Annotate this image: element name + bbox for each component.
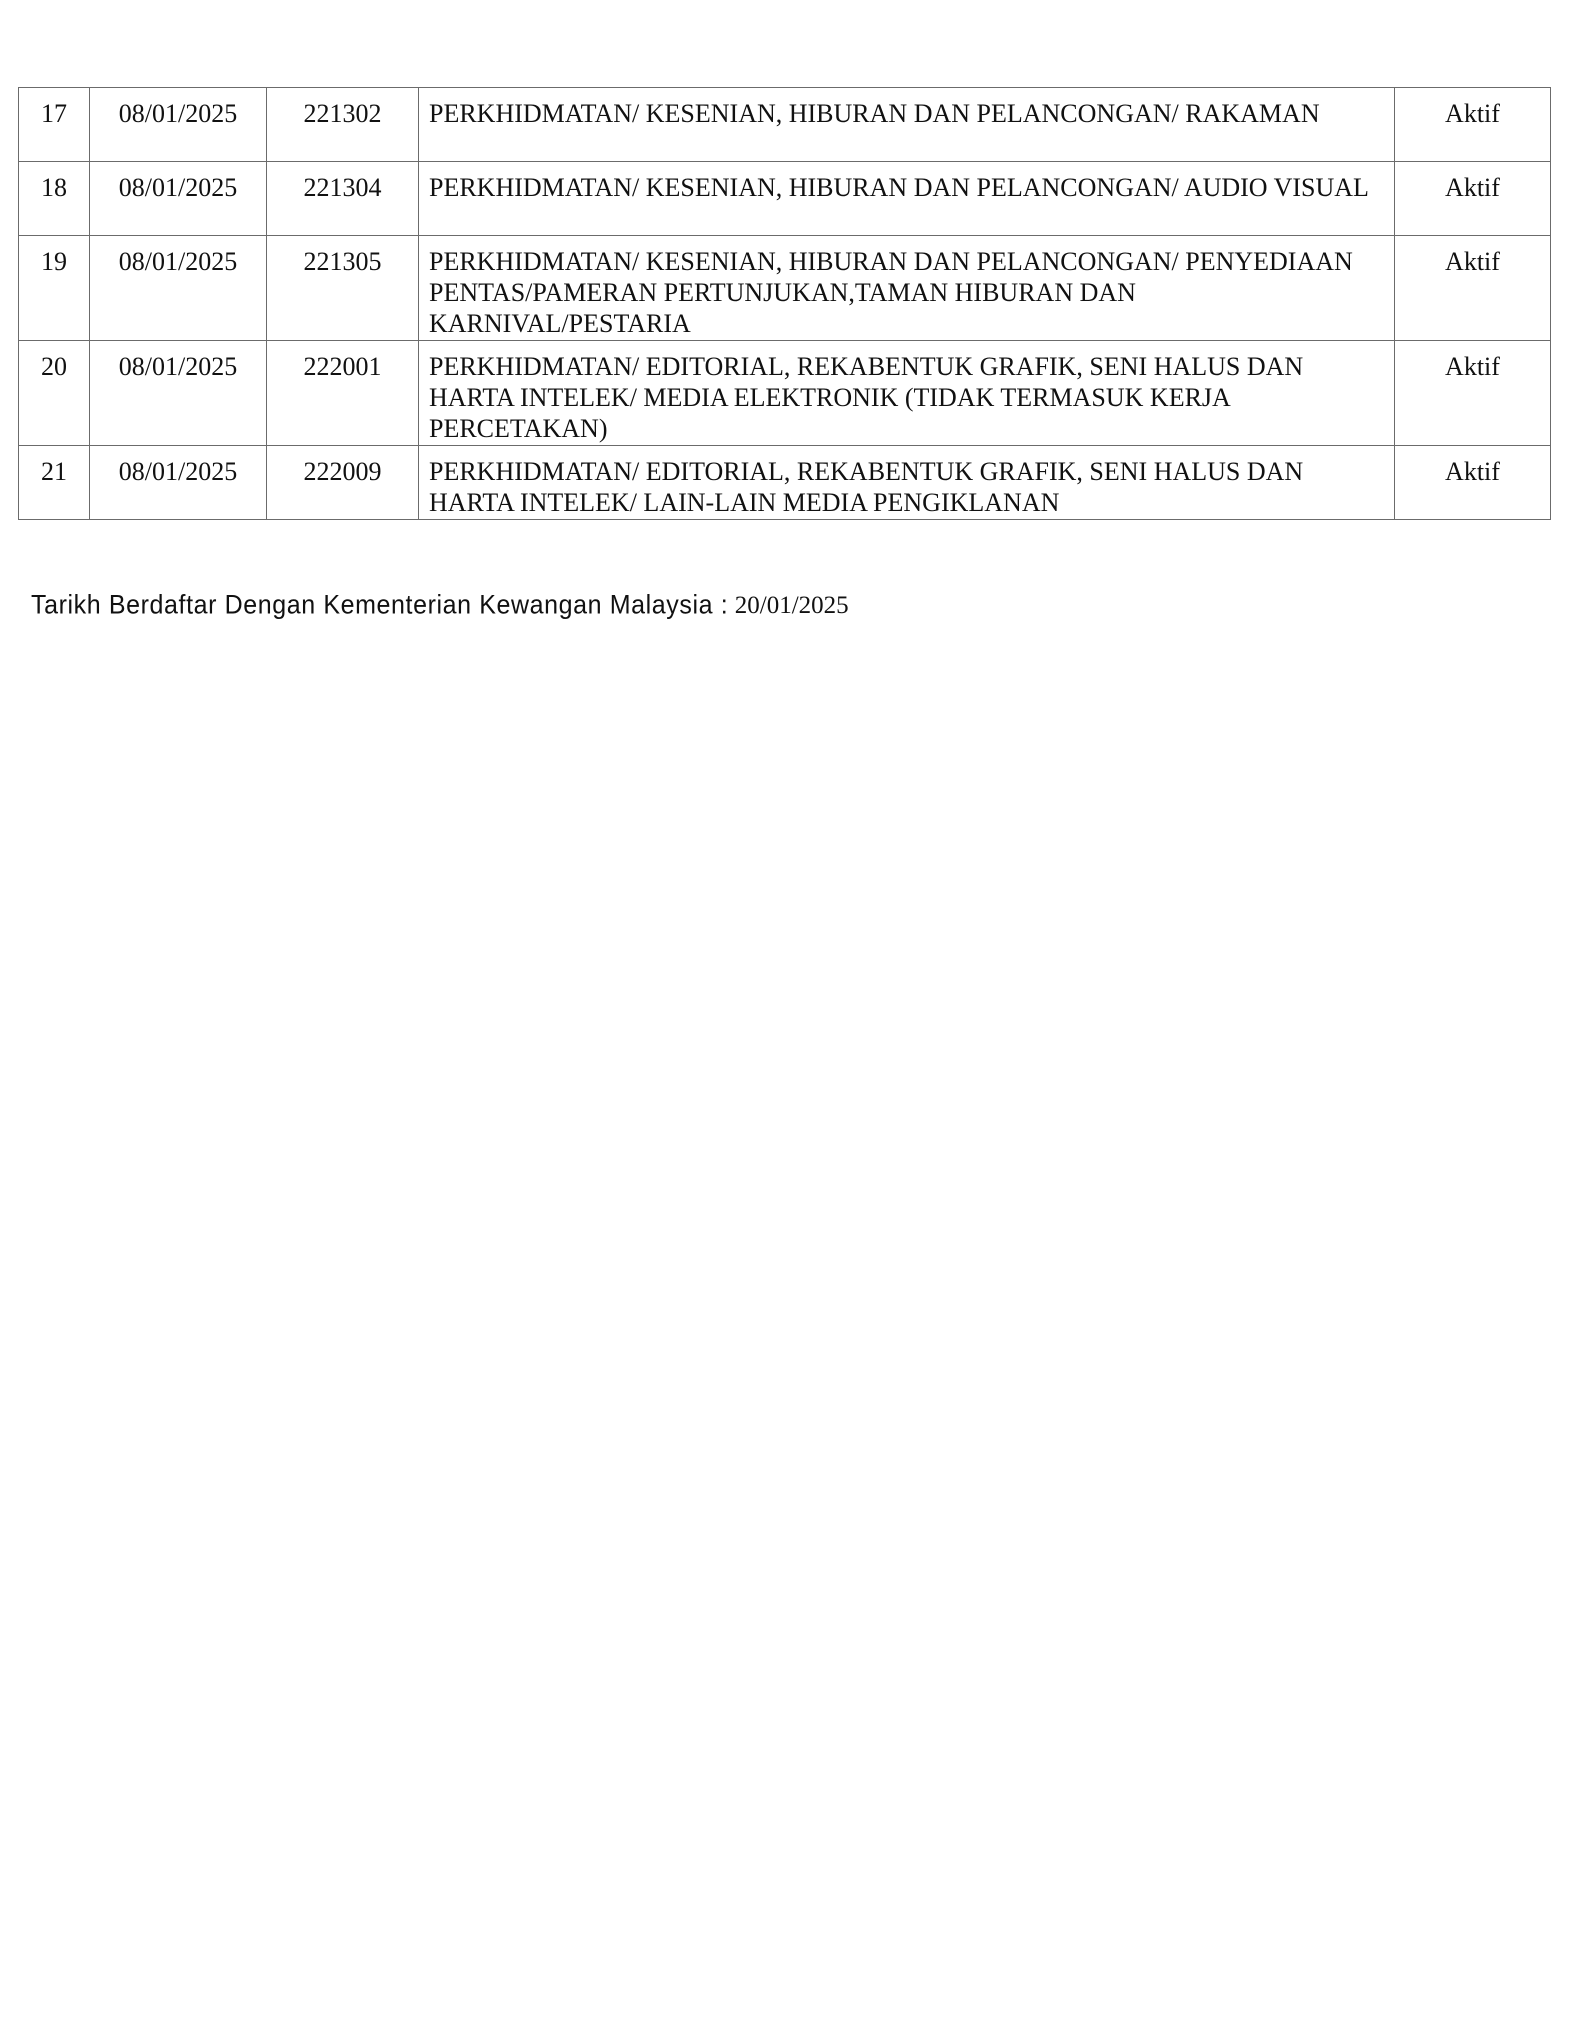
row-date: 08/01/2025 [90, 88, 267, 162]
row-date: 08/01/2025 [90, 162, 267, 236]
table-row [19, 446, 1551, 520]
registration-date-label: Tarikh Berdaftar Dengan Kementerian Kewangan Malaysia : [31, 589, 729, 621]
row-number: 17 [19, 88, 90, 162]
row-status: Aktif [1395, 341, 1551, 446]
row-description: PERKHIDMATAN/ EDITORIAL, REKABENTUK GRAFIK, SENI HALUS DAN HARTA INTELEK/ LAIN-LAIN MEDIA PENGIKLANAN [419, 446, 1395, 520]
row-description: PERKHIDMATAN/ KESENIAN, HIBURAN DAN PELANCONGAN/ RAKAMAN [419, 88, 1395, 162]
row-date: 08/01/2025 [90, 236, 267, 341]
row-date: 08/01/2025 [90, 341, 267, 446]
registration-date-line [31, 590, 849, 620]
table-row [19, 341, 1551, 446]
row-description: PERKHIDMATAN/ KESENIAN, HIBURAN DAN PELANCONGAN/ PENYEDIAAN PENTAS/PAMERAN PERTUNJUKAN,TAMAN HIBURAN DAN KARNIVAL/PESTARIA [419, 236, 1395, 341]
row-code: 221302 [267, 88, 419, 162]
row-description: PERKHIDMATAN/ EDITORIAL, REKABENTUK GRAFIK, SENI HALUS DAN HARTA INTELEK/ MEDIA ELEKTRONIK (TIDAK TERMASUK KERJA PERCETAKAN) [419, 341, 1395, 446]
row-number: 18 [19, 162, 90, 236]
row-number: 21 [19, 446, 90, 520]
row-number: 19 [19, 236, 90, 341]
registration-date-value: 20/01/2025 [734, 592, 849, 619]
table-row [19, 88, 1551, 162]
row-code: 222001 [267, 341, 419, 446]
row-code: 221305 [267, 236, 419, 341]
row-description: PERKHIDMATAN/ KESENIAN, HIBURAN DAN PELANCONGAN/ AUDIO VISUAL [419, 162, 1395, 236]
row-status: Aktif [1395, 446, 1551, 520]
row-code: 221304 [267, 162, 419, 236]
row-date: 08/01/2025 [90, 446, 267, 520]
row-number: 20 [19, 341, 90, 446]
row-status: Aktif [1395, 162, 1551, 236]
table-row [19, 236, 1551, 341]
row-status: Aktif [1395, 236, 1551, 341]
table-row [19, 162, 1551, 236]
row-status: Aktif [1395, 88, 1551, 162]
row-code: 222009 [267, 446, 419, 520]
field-codes-table [18, 87, 1551, 520]
